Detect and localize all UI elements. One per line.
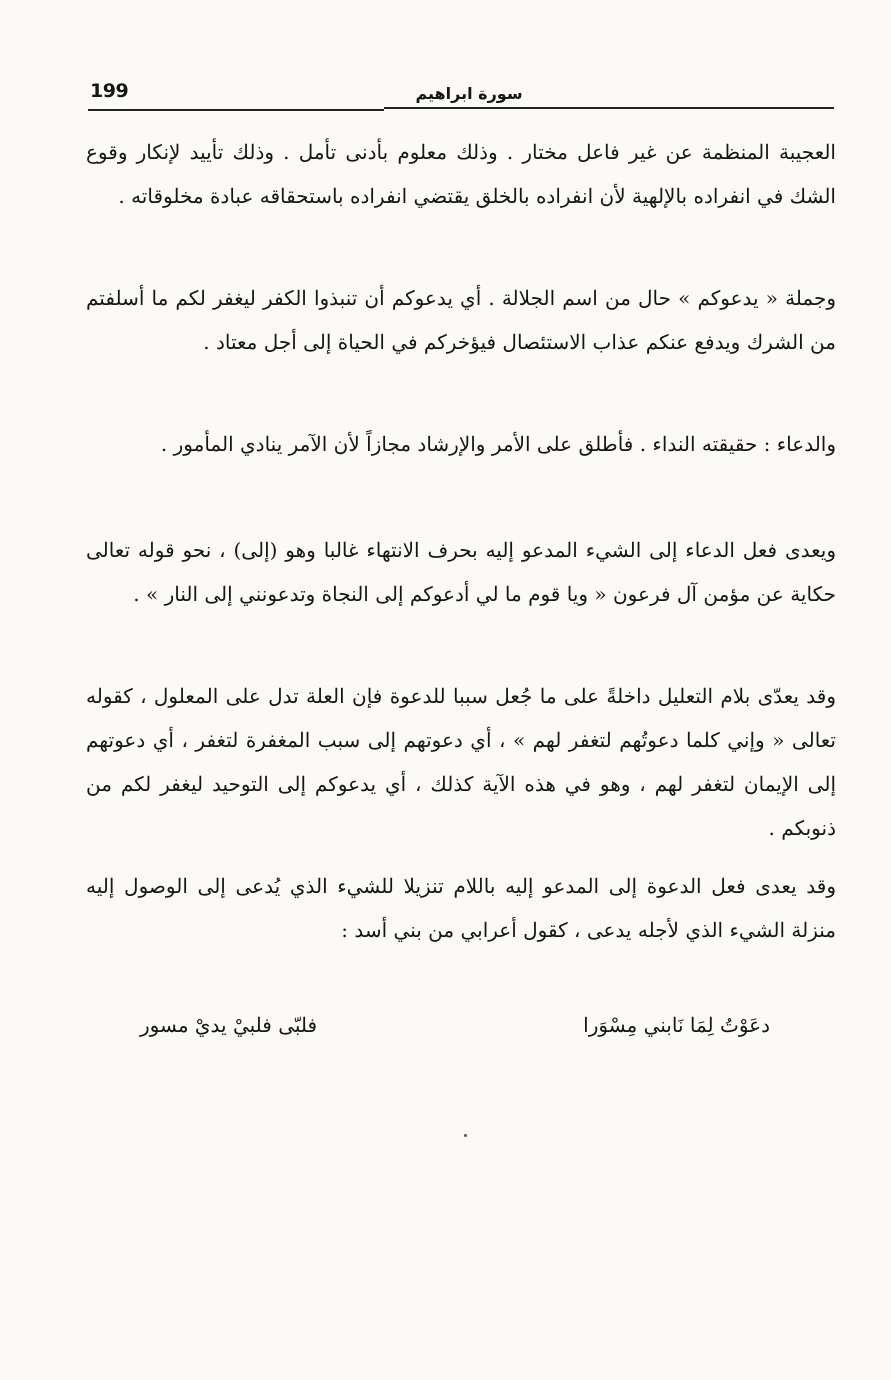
paragraph-1: العجيبة المنظمة عن غير فاعل مختار . وذلك معلوم بأدنى تأمل . وذلك تأييد لإنكار وقوع الشك في انفراده بالإلهية لأن انفراده بالخلق يقتضي انفراده باستحقاقه عبادة مخلوقاته . [86,140,836,208]
header-rule-left [88,109,384,111]
poetry-verse [140,1003,780,1047]
page-header [88,80,834,112]
verse-second-hemistich: فلبّى فلبيْ يديْ مسور [140,1013,318,1037]
verse-first-hemistich: دعَوْتُ لِمَا نَابني مِسْوَرا [583,1013,770,1037]
header-rule-right [384,107,834,109]
surah-title: سورة ابراهيم [415,84,523,103]
page-number: 199 [90,80,129,102]
paragraph-5: وقد يعدّى بلام التعليل داخلةً على ما جُعل سببا للدعوة فإن العلة تدل على المعلول ، كقوله تعالى « وإني كلما دعوتُهم لتغفر لهم » ، أي دعوتهم إلى سبب المغفرة لتغفر ، أي دعوتهم إلى الإيمان لتغفر لهم ، وهو في هذه الآية كذلك ، أي يدعوكم إلى التوحيد ليغفر لكم من ذنوبكم . [86,684,836,840]
paragraph-6: وقد يعدى فعل الدعوة إلى المدعو إليه باللام تنزيلا للشيء الذي يُدعى إلى الوصول إليه منزلة الشيء الذي لأجله يدعى ، كقول أعرابي من بني أسد : [86,874,837,942]
paragraph-4: ويعدى فعل الدعاء إلى الشيء المدعو إليه بحرف الانتهاء غالبا وهو (إلى) ، نحو قوله تعالى حكاية عن مؤمن آل فرعون « ويا قوم ما لي أدعوكم إلى النجاة وتدعونني إلى النار » . [86,538,836,606]
paragraph-3: والدعاء : حقيقته النداء . فأطلق على الأمر والإرشاد مجازاً لأن الآمر ينادي المأمور . [160,432,836,456]
scan-speck [464,1134,467,1137]
paragraph-2: وجملة « يدعوكم » حال من اسم الجلالة . أي يدعوكم أن تنبذوا الكفر ليغفر لكم ما أسلفتم من الشرك ويدفع عنكم عذاب الاستئصال فيؤخركم في الحياة إلى أجل معتاد . [86,286,836,354]
